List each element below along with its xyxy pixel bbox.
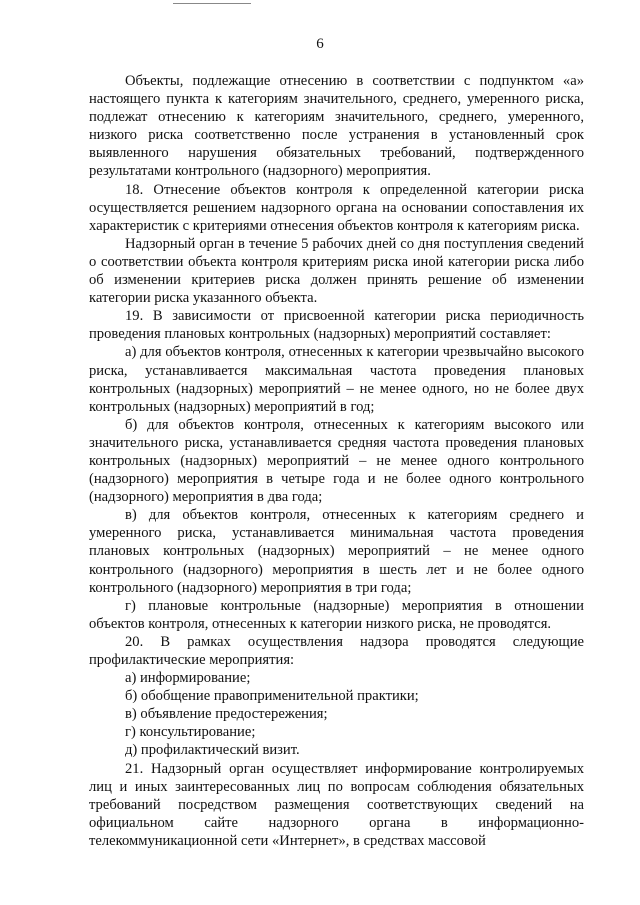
paragraph-objects-reassignment: Объекты, подлежащие отнесению в соответствии с подпунктом «а» настоящего пункта к категориям значительного, среднего, умеренного риска, подлежат отнесению к категориям значительного, среднего, умеренного, низкого риска соответственно после устранения в установленный срок выявленного нарушения обязательных требований, подтвержденного результатами контрольного (надзорного) мероприятия. (89, 73, 584, 180)
list-item-practice-summary: б) обобщение правоприменительной практики; (125, 688, 419, 705)
top-edge-rule (173, 3, 251, 4)
list-item-warning: в) объявление предостережения; (125, 706, 328, 723)
document-body (89, 72, 584, 850)
paragraph-item-18: 18. Отнесение объектов контроля к определенной категории риска осуществляется решением надзорного органа на основании сопоставления их характеристик с критериями отнесения объектов контроля к категориям риска. (89, 181, 584, 234)
list-item-consulting: г) консультирование; (125, 724, 256, 741)
list-item-informing: а) информирование; (125, 670, 251, 687)
paragraph-item-19-b: б) для объектов контроля, отнесенных к категориям высокого или значительного риска, устанавливается средняя частота проведения плановых контрольных (надзорных) мероприятий – не менее одного контрольного (надзорного) мероприятия в четыре года и не более одного контрольного (надзорного) мероприятия в два года; (89, 416, 584, 506)
page-number: 6 (316, 36, 324, 52)
paragraph-risk-category-change: Надзорный орган в течение 5 рабочих дней со дня поступления сведений о соответствии объекта контроля критериям риска иной категории риска либо об изменении критериев риска должен принять решение об изменении категории риска указанного объекта. (89, 235, 584, 307)
paragraph-item-19-g: г) плановые контрольные (надзорные) мероприятия в отношении объектов контроля, отнесенных к категории низкого риска, не проводятся. (89, 597, 584, 632)
paragraph-item-20: 20. В рамках осуществления надзора проводятся следующие профилактические мероприятия: (89, 633, 584, 668)
paragraph-item-19-a: а) для объектов контроля, отнесенных к категории чрезвычайно высокого риска, устанавливается максимальная частота проведения плановых контрольных (надзорных) мероприятий – не менее одного, но не более двух контрольных (надзорных) мероприятий в год; (89, 344, 584, 415)
paragraph-item-19-v: в) для объектов контроля, отнесенных к категориям среднего и умеренного риска, устанавливается минимальная частота проведения плановых контрольных (надзорных) мероприятий – не менее одного контрольного (надзорного) мероприятия в шесть лет и не более одного контрольного (надзорного) мероприятия в три года; (89, 507, 584, 596)
list-item-preventive-visit: д) профилактический визит. (125, 742, 300, 759)
paragraph-item-19: 19. В зависимости от присвоенной категории риска периодичность проведения плановых контрольных (надзорных) мероприятий составляет: (89, 308, 584, 343)
paragraph-item-21: 21. Надзорный орган осуществляет информирование контролируемых лиц и иных заинтересованных лиц по вопросам соблюдения обязательных требований посредством размещения соответствующих сведений на официальном сайте надзорного органа в информационно-телекоммуникационной сети «Интернет», в средствах массовой (89, 760, 584, 849)
